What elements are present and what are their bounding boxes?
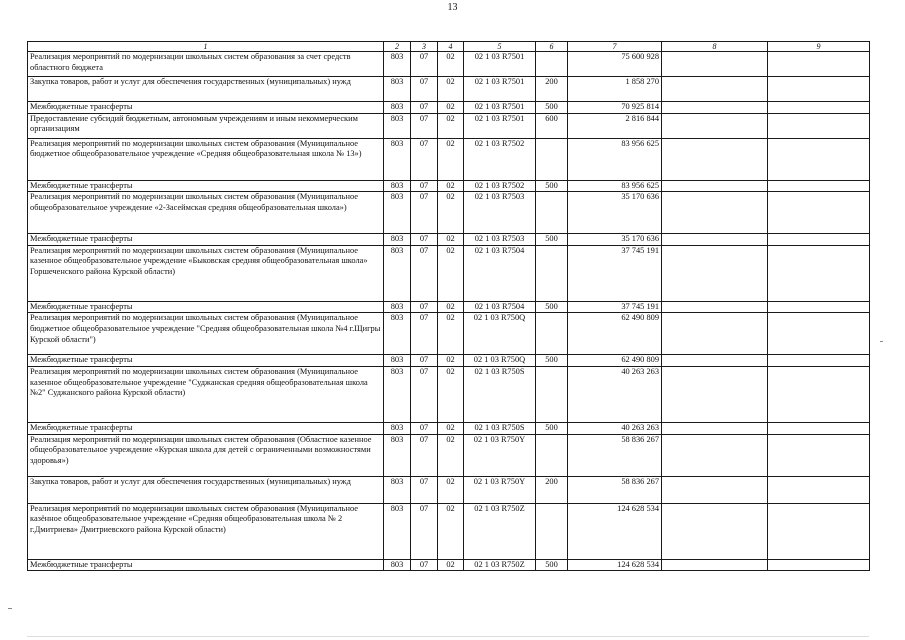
table-row [28, 113, 870, 138]
cell-section: 07 [411, 301, 438, 313]
cell-expense-type [536, 245, 568, 301]
cell-target-article: 02 1 03 R750S [464, 366, 536, 422]
cell-expense-type: 500 [536, 180, 568, 192]
cell-subsection: 02 [438, 138, 464, 180]
cell-col-8 [662, 113, 768, 138]
cell-ministry-code: 803 [384, 180, 411, 192]
column-number: 2 [384, 42, 411, 52]
table-row [28, 313, 870, 355]
cell-subsection: 02 [438, 113, 464, 138]
cell-col-8 [662, 355, 768, 367]
cell-col-9 [768, 301, 870, 313]
cell-target-article: 02 1 03 R7501 [464, 52, 536, 77]
cell-col-8 [662, 559, 768, 571]
cell-expense-type: 600 [536, 113, 568, 138]
cell-ministry-code: 803 [384, 355, 411, 367]
table-row [28, 301, 870, 313]
cell-subsection: 02 [438, 52, 464, 77]
cell-target-article: 02 1 03 R7503 [464, 192, 536, 234]
cell-col-9 [768, 245, 870, 301]
cell-expense-type: 500 [536, 559, 568, 571]
cell-col-9 [768, 476, 870, 503]
cell-target-article: 02 1 03 R750Z [464, 559, 536, 571]
cell-col-9 [768, 77, 870, 102]
cell-amount: 2 816 844 [568, 113, 662, 138]
cell-section: 07 [411, 234, 438, 246]
cell-subsection: 02 [438, 102, 464, 114]
cell-col-8 [662, 503, 768, 559]
cell-target-article: 02 1 03 R7501 [464, 113, 536, 138]
cell-col-9 [768, 422, 870, 434]
cell-section: 07 [411, 503, 438, 559]
cell-ministry-code: 803 [384, 476, 411, 503]
cell-target-article: 02 1 03 R7502 [464, 180, 536, 192]
cell-col-8 [662, 434, 768, 476]
budget-table [27, 41, 870, 571]
table-row [28, 138, 870, 180]
cell-subsection: 02 [438, 234, 464, 246]
cell-col-9 [768, 234, 870, 246]
cell-col-8 [662, 180, 768, 192]
cell-col-9 [768, 113, 870, 138]
table-row [28, 366, 870, 422]
cell-amount: 37 745 191 [568, 245, 662, 301]
cell-section: 07 [411, 77, 438, 102]
cell-target-article: 02 1 03 R7504 [464, 301, 536, 313]
cell-name: Закупка товаров, работ и услуг для обеспечения государственных (муниципальных) нужд [28, 77, 384, 102]
cell-col-8 [662, 192, 768, 234]
cell-expense-type [536, 192, 568, 234]
cell-subsection: 02 [438, 313, 464, 355]
table-row [28, 422, 870, 434]
column-number: 6 [536, 42, 568, 52]
cell-section: 07 [411, 355, 438, 367]
cell-ministry-code: 803 [384, 102, 411, 114]
cell-expense-type [536, 313, 568, 355]
cell-name: Межбюджетные трансферты [28, 559, 384, 571]
cell-section: 07 [411, 422, 438, 434]
cell-amount: 83 956 625 [568, 180, 662, 192]
cell-expense-type [536, 503, 568, 559]
table-row [28, 355, 870, 367]
cell-ministry-code: 803 [384, 559, 411, 571]
table-body [28, 52, 870, 571]
cell-name: Предоставление субсидий бюджетным, автономным учреждениям и иным некоммерческим организациям [28, 113, 384, 138]
cell-amount: 75 600 928 [568, 52, 662, 77]
cell-col-8 [662, 245, 768, 301]
cell-col-8 [662, 476, 768, 503]
cell-col-8 [662, 301, 768, 313]
cell-subsection: 02 [438, 559, 464, 571]
cell-target-article: 02 1 03 R750S [464, 422, 536, 434]
cell-amount: 37 745 191 [568, 301, 662, 313]
table-row [28, 559, 870, 571]
cell-amount: 35 170 636 [568, 234, 662, 246]
cell-ministry-code: 803 [384, 422, 411, 434]
cell-subsection: 02 [438, 301, 464, 313]
cell-ministry-code: 803 [384, 313, 411, 355]
cell-col-8 [662, 77, 768, 102]
table-row [28, 245, 870, 301]
cell-subsection: 02 [438, 366, 464, 422]
cell-ministry-code: 803 [384, 503, 411, 559]
cell-col-8 [662, 366, 768, 422]
cell-expense-type: 500 [536, 355, 568, 367]
cell-col-8 [662, 102, 768, 114]
cell-name: Закупка товаров, работ и услуг для обеспечения государственных (муниципальных) нужд [28, 476, 384, 503]
cell-subsection: 02 [438, 476, 464, 503]
cell-col-8 [662, 422, 768, 434]
table-row [28, 476, 870, 503]
cell-col-9 [768, 313, 870, 355]
cell-name: Реализация мероприятий по модернизации школьных систем образования (Муниципальное общеобразовательное учреждение «2-Засеймская средняя общеобразовательная школа») [28, 192, 384, 234]
cell-target-article: 02 1 03 R750Y [464, 476, 536, 503]
column-number: 9 [768, 42, 870, 52]
cell-expense-type: 200 [536, 476, 568, 503]
cell-col-8 [662, 138, 768, 180]
cell-ministry-code: 803 [384, 52, 411, 77]
cell-subsection: 02 [438, 245, 464, 301]
cell-ministry-code: 803 [384, 113, 411, 138]
column-number: 5 [464, 42, 536, 52]
column-number-row [28, 42, 870, 52]
cell-expense-type: 500 [536, 422, 568, 434]
cell-name: Реализация мероприятий по модернизации школьных систем образования (Муниципальное казенное общеобразовательное учреждение «Быковская средняя общеобразовательная школа» Горшеченского района Курской области) [28, 245, 384, 301]
cell-col-9 [768, 355, 870, 367]
cell-name: Межбюджетные трансферты [28, 180, 384, 192]
cell-col-8 [662, 52, 768, 77]
cell-amount: 58 836 267 [568, 434, 662, 476]
page-number: 13 [447, 2, 458, 13]
cell-section: 07 [411, 192, 438, 234]
scan-mark [880, 341, 883, 342]
cell-col-9 [768, 559, 870, 571]
cell-subsection: 02 [438, 77, 464, 102]
cell-expense-type: 500 [536, 234, 568, 246]
cell-col-9 [768, 366, 870, 422]
column-number: 8 [662, 42, 768, 52]
table-row [28, 434, 870, 476]
cell-section: 07 [411, 180, 438, 192]
cell-amount: 83 956 625 [568, 138, 662, 180]
cell-amount: 40 263 263 [568, 366, 662, 422]
cell-subsection: 02 [438, 503, 464, 559]
cell-col-9 [768, 192, 870, 234]
cell-target-article: 02 1 03 R7503 [464, 234, 536, 246]
cell-section: 07 [411, 366, 438, 422]
cell-col-8 [662, 234, 768, 246]
table-row [28, 180, 870, 192]
cell-target-article: 02 1 03 R7504 [464, 245, 536, 301]
cell-col-9 [768, 138, 870, 180]
cell-col-8 [662, 313, 768, 355]
cell-section: 07 [411, 313, 438, 355]
cell-amount: 62 490 809 [568, 355, 662, 367]
cell-name: Реализация мероприятий по модернизации школьных систем образования (Муниципальное бюджетное общеобразовательное учреждение "Средняя общеобразовательная школа №4 г.Щигры Курской области") [28, 313, 384, 355]
cell-name: Межбюджетные трансферты [28, 355, 384, 367]
column-number: 4 [438, 42, 464, 52]
cell-subsection: 02 [438, 192, 464, 234]
cell-target-article: 02 1 03 R7502 [464, 138, 536, 180]
column-number: 1 [28, 42, 384, 52]
cell-target-article: 02 1 03 R750Q [464, 355, 536, 367]
cell-amount: 35 170 636 [568, 192, 662, 234]
cell-name: Межбюджетные трансферты [28, 102, 384, 114]
cell-expense-type [536, 52, 568, 77]
cell-subsection: 02 [438, 422, 464, 434]
cell-amount: 1 858 270 [568, 77, 662, 102]
cell-name: Реализация мероприятий по модернизации школьных систем образования (Муниципальное бюджетное общеобразовательное учреждение «Средняя общеобразовательная школа № 13») [28, 138, 384, 180]
cell-col-9 [768, 503, 870, 559]
cell-name: Межбюджетные трансферты [28, 422, 384, 434]
column-number: 7 [568, 42, 662, 52]
table-row [28, 192, 870, 234]
cell-subsection: 02 [438, 180, 464, 192]
cell-col-9 [768, 52, 870, 77]
cell-expense-type [536, 138, 568, 180]
table-row [28, 234, 870, 246]
cell-amount: 62 490 809 [568, 313, 662, 355]
cell-target-article: 02 1 03 R7501 [464, 77, 536, 102]
cell-section: 07 [411, 559, 438, 571]
table-row [28, 102, 870, 114]
table-row [28, 52, 870, 77]
cell-col-9 [768, 434, 870, 476]
cell-ministry-code: 803 [384, 234, 411, 246]
cell-section: 07 [411, 476, 438, 503]
cell-col-9 [768, 180, 870, 192]
cell-amount: 70 925 814 [568, 102, 662, 114]
cell-amount: 124 628 534 [568, 503, 662, 559]
table-row [28, 503, 870, 559]
page-bottom-edge [27, 636, 869, 637]
cell-target-article: 02 1 03 R750Z [464, 503, 536, 559]
cell-section: 07 [411, 102, 438, 114]
cell-name: Реализация мероприятий по модернизации школьных систем образования (Муниципальное казенное общеобразовательное учреждение "Суджанская средняя общеобразовательная школа №2" Суджанского района Курской области) [28, 366, 384, 422]
cell-col-9 [768, 102, 870, 114]
cell-ministry-code: 803 [384, 138, 411, 180]
cell-name: Межбюджетные трансферты [28, 301, 384, 313]
cell-subsection: 02 [438, 355, 464, 367]
cell-expense-type: 500 [536, 102, 568, 114]
cell-name: Реализация мероприятий по модернизации школьных систем образования (Областное казенное общеобразовательное учреждение «Курская школа для детей с ограниченными возможностями здоровья») [28, 434, 384, 476]
cell-ministry-code: 803 [384, 366, 411, 422]
column-number: 3 [411, 42, 438, 52]
cell-expense-type: 500 [536, 301, 568, 313]
cell-ministry-code: 803 [384, 301, 411, 313]
cell-ministry-code: 803 [384, 434, 411, 476]
cell-amount: 58 836 267 [568, 476, 662, 503]
cell-ministry-code: 803 [384, 192, 411, 234]
cell-amount: 124 628 534 [568, 559, 662, 571]
cell-section: 07 [411, 434, 438, 476]
table-row [28, 77, 870, 102]
cell-section: 07 [411, 52, 438, 77]
cell-target-article: 02 1 03 R7501 [464, 102, 536, 114]
cell-target-article: 02 1 03 R750Y [464, 434, 536, 476]
cell-subsection: 02 [438, 434, 464, 476]
cell-expense-type [536, 366, 568, 422]
cell-expense-type: 200 [536, 77, 568, 102]
cell-section: 07 [411, 245, 438, 301]
cell-amount: 40 263 263 [568, 422, 662, 434]
cell-section: 07 [411, 138, 438, 180]
scan-mark [8, 608, 12, 609]
cell-name: Реализация мероприятий по модернизации школьных систем образования за счет средств областного бюджета [28, 52, 384, 77]
cell-ministry-code: 803 [384, 245, 411, 301]
cell-target-article: 02 1 03 R750Q [464, 313, 536, 355]
cell-expense-type [536, 434, 568, 476]
cell-name: Межбюджетные трансферты [28, 234, 384, 246]
cell-name: Реализация мероприятий по модернизации школьных систем образования (Муниципальное казённое общеобразовательное учреждение «Средняя общеобразовательная школа № 2 г.Дмитриева» Дмитриевского района Курской области) [28, 503, 384, 559]
cell-section: 07 [411, 113, 438, 138]
cell-ministry-code: 803 [384, 77, 411, 102]
